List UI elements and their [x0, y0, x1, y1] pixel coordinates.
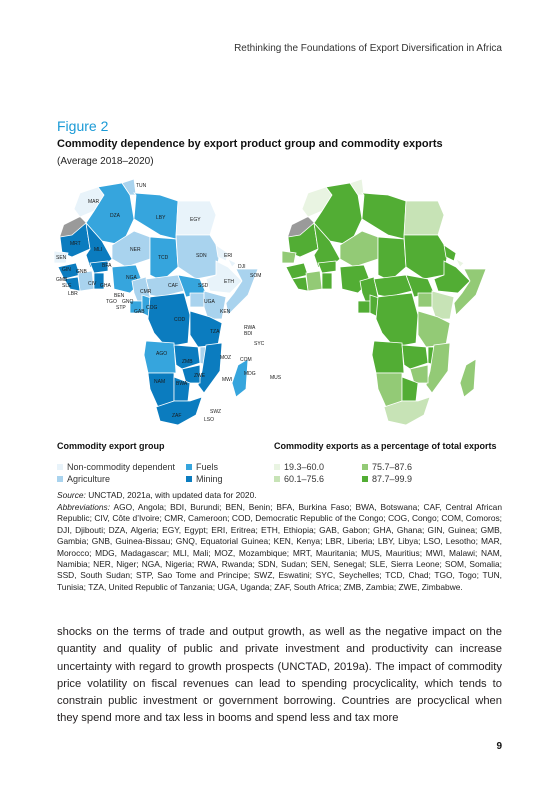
label-swz: SWZ [210, 409, 222, 415]
label-tza: TZA [210, 329, 220, 335]
label-eri: ERI [224, 253, 233, 259]
label-ken: KEN [220, 309, 231, 315]
label-nam: NAM [154, 379, 166, 385]
page-number: 9 [496, 741, 502, 752]
legend-label: 87.7–99.9 [372, 474, 413, 484]
source-note [57, 490, 502, 501]
label-mli: MLI [94, 247, 103, 253]
label-lso: LSO [204, 417, 215, 423]
source-text: UNCTAD, 2021a, with updated data for 2020. [85, 490, 257, 500]
label-ssd: SSD [198, 283, 209, 289]
label-gha: GHA [100, 283, 111, 289]
label-ago: AGO [156, 351, 168, 357]
label-eth: ETH [224, 279, 234, 285]
legend-label: 60.1–75.6 [284, 474, 325, 484]
label-sdn: SDN [196, 253, 207, 259]
legend-label: Fuels [196, 462, 219, 472]
label-zmb: ZMB [182, 359, 193, 365]
label-cod: COD [174, 317, 186, 323]
map-commodity-share [282, 179, 486, 425]
legend-label: Agriculture [67, 474, 111, 484]
label-gnq: GNQ [122, 299, 134, 305]
label-uga: UGA [204, 299, 215, 305]
legend-swatch [57, 476, 63, 482]
legend-label: 75.7–87.6 [372, 462, 413, 472]
label-mus: MUS [270, 375, 282, 381]
label-bwa: BWA [176, 381, 188, 387]
label-moz: MOZ [220, 355, 232, 361]
label-syc: SYC [254, 341, 265, 347]
region-dji [228, 259, 236, 267]
region-dji [456, 259, 464, 267]
label-tgo: TGO [106, 299, 117, 305]
region-bfa [318, 261, 336, 273]
label-zwe: ZWE [194, 373, 206, 379]
region-ago [144, 341, 176, 373]
label-mwi: MWI [222, 377, 233, 383]
abbreviations-note [57, 502, 502, 593]
region-gin [286, 263, 308, 279]
label-com: COM [240, 357, 252, 363]
legend-label: Non-commodity dependent [67, 462, 176, 472]
legend-item [57, 474, 110, 484]
legend-item [274, 462, 324, 472]
legend-swatch [186, 476, 192, 482]
region-mdg [460, 359, 476, 397]
label-som: SOM [250, 273, 262, 279]
label-civ: CIV [88, 281, 97, 287]
legend-item [274, 474, 324, 484]
legend-label: 19.3–60.0 [284, 462, 325, 472]
label-mdg: MDG [244, 371, 256, 377]
label-rwa: RWA [244, 325, 256, 331]
region-gha [322, 273, 332, 289]
legend-swatch [57, 464, 63, 470]
legend-item [57, 462, 175, 472]
label-ner: NER [130, 247, 141, 253]
africa-maps [50, 175, 510, 435]
region-cod [376, 293, 418, 347]
figure-subtitle: (Average 2018–2020) [57, 156, 154, 167]
region-zmb [174, 345, 200, 369]
label-sle: SLE [62, 283, 72, 289]
label-gnb: GNB [76, 269, 87, 275]
label-lby: LBY [156, 215, 166, 221]
source-label: Source: [57, 490, 86, 500]
label-cmr: CMR [140, 289, 152, 295]
label-lbr: LBR [68, 291, 78, 297]
legend-swatch [362, 464, 368, 470]
legend-swatch [186, 464, 192, 470]
legend-swatch [362, 476, 368, 482]
region-ken [432, 291, 454, 319]
abbreviations-label: Abbreviations: [57, 502, 111, 512]
label-nga: NGA [126, 275, 137, 281]
legend-swatch [274, 476, 280, 482]
running-head: Rethinking the Foundations of Export Diversification in Africa [234, 43, 502, 54]
label-gmb: GMB [56, 277, 68, 283]
label-zaf: ZAF [172, 413, 182, 419]
label-tun: TUN [136, 183, 147, 189]
legend-item [186, 462, 218, 472]
region-egy [404, 201, 444, 235]
label-gin: GIN [62, 267, 71, 273]
label-cog: COG [146, 305, 158, 311]
region-mdg [232, 359, 248, 397]
label-gab: GAB [134, 309, 145, 315]
region-uga [418, 293, 432, 307]
label-sen: SEN [56, 255, 67, 261]
label-stp: STP [116, 305, 126, 311]
region-ago [372, 341, 404, 373]
region-lby [362, 193, 406, 239]
legend-right-title: Commodity exports as a percentage of total exports [274, 441, 497, 451]
legend-item [186, 474, 223, 484]
legend-swatch [274, 464, 280, 470]
label-mrt: MRT [70, 241, 81, 247]
region-sdn [404, 235, 448, 279]
region-lbr [292, 277, 308, 291]
legend-left-title: Commodity export group [57, 441, 165, 451]
region-gab [358, 301, 370, 313]
region-uga [190, 293, 204, 307]
figure-label: Figure 2 [57, 118, 109, 134]
label-dji: DJI [238, 264, 246, 270]
region-zmb [402, 345, 428, 369]
label-caf: CAF [168, 283, 178, 289]
region-civ [306, 271, 322, 291]
region-sen [282, 251, 296, 263]
figure-title: Commodity dependence by export product group and commodity exports [57, 138, 443, 150]
label-bfa: BFA [102, 263, 112, 269]
legend-item [362, 462, 412, 472]
abbreviations-text: AGO, Angola; BDI, Burundi; BEN, Benin; BFA, Burkina Faso; BWA, Botswana; CAF, Central African Republic; CIV, Côte d’Ivoire; CMR, Cameroon; COD, Democratic Republic of the Congo; COG, Congo; COM, Comoros; DJI, Djibouti; DZA, Algeria; EGY, Egypt; ERI, Eritrea; ETH, Ethiopia; GAB, Gabon; GHA, Ghana; GIN, Guinea; GMB, Gambia; GNB, Guinea-Bissau; GNQ, Equatorial Guinea; KEN, Kenya; LBR, Liberia; LBY, Libya; LSO, Lesotho; MAR, Morocco; MDG, Madagascar; MLI, Mali; MOZ, Mozambique; MRT, Mauritania; MUS, Mauritius; MWI, Malawi; NAM, Namibia; NER, Niger; NGA, Nigeria; RWA, Rwanda; SDN, Sudan; SEN, Senegal; SLE, Sierra Leone; SOM, Somalia; SSD, South Sudan; STP, Sao Tome and Principe; SWZ, Eswatini; SYC, Seychelles; TCD, Chad; TGO, Togo; TUN, Tunisia; TZA, United Republic of Tanzania; UGA, Uganda; ZAF, South Africa; ZMB, Zambia; ZWE, Zimbabwe. [57, 502, 502, 592]
body-paragraph: shocks on the terms of trade and output growth, as well as the negative impact on the quantity and quality of public and private investment and productivity can increase uncertainty with regard to growth prospects (UNCTAD, 2019a). The impact of commodity price volatility on fiscal revenues can lead to spending procyclicality, which tends to constrain public investment or government borrowing. Countries are procyclical when they spend more and tax less in booms and spend less and tax more [57, 626, 502, 725]
label-tcd: TCD [158, 255, 169, 261]
label-ben: BEN [114, 293, 125, 299]
label-mar: MAR [88, 199, 100, 205]
legend-item [362, 474, 412, 484]
label-bdi: BDI [244, 331, 253, 337]
label-dza: DZA [110, 213, 120, 219]
region-tcd [378, 237, 406, 281]
legend-label: Mining [196, 474, 223, 484]
label-egy: EGY [190, 217, 201, 223]
